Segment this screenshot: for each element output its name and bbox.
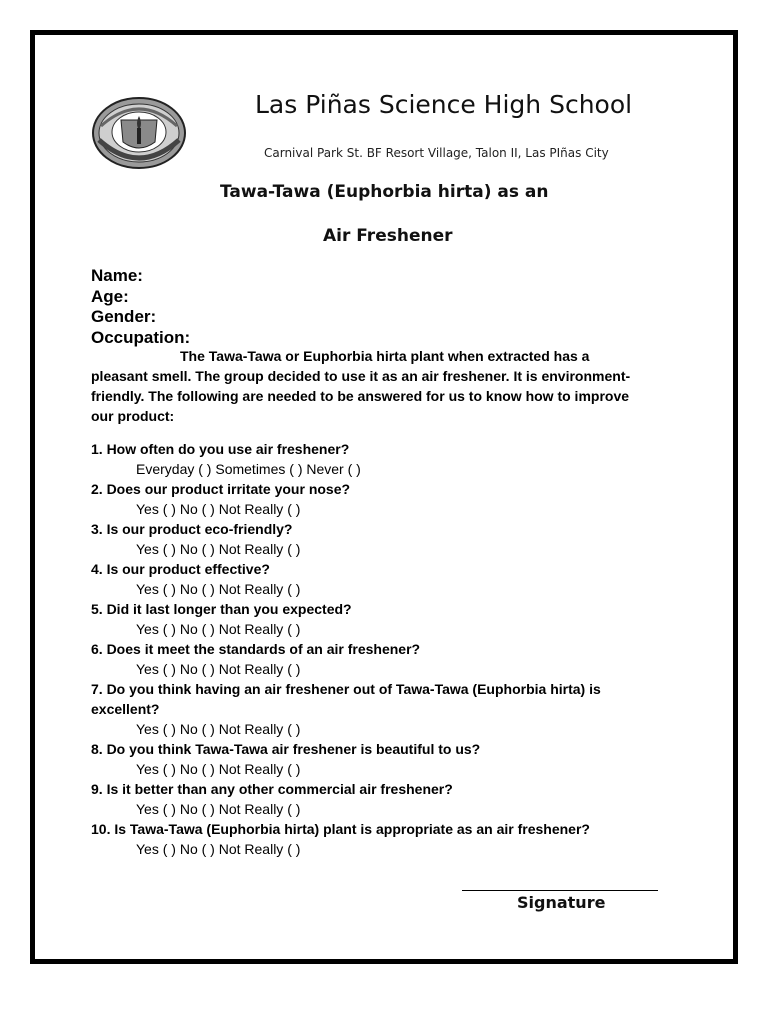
intro-line: The Tawa-Tawa or Euphorbia hirta plant when extracted has a xyxy=(180,348,590,364)
question-text: 6. Does it meet the standards of an air freshener? xyxy=(91,641,421,657)
question-text: 10. Is Tawa-Tawa (Euphorbia hirta) plant is appropriate as an air freshener? xyxy=(91,821,590,837)
document-title-line-2: Air Freshener xyxy=(323,226,453,246)
answer-options: Everyday ( ) Sometimes ( ) Never ( ) xyxy=(136,461,361,477)
question-item xyxy=(91,639,691,679)
question-text: 7. Do you think having an air freshener out of Tawa-Tawa (Euphorbia hirta) is xyxy=(91,681,601,697)
answer-options: Yes ( ) No ( ) Not Really ( ) xyxy=(136,581,301,597)
answer-options: Yes ( ) No ( ) Not Really ( ) xyxy=(136,761,301,777)
occupation-field-label: Occupation: xyxy=(91,327,191,347)
school-address: Carnival Park St. BF Resort Village, Talon II, Las PIñas City xyxy=(264,146,609,160)
question-item xyxy=(91,819,691,859)
answer-options: Yes ( ) No ( ) Not Really ( ) xyxy=(136,721,301,737)
respondent-info xyxy=(91,266,190,348)
document-title-line-1: Tawa-Tawa (Euphorbia hirta) as an xyxy=(220,182,549,202)
intro-paragraph xyxy=(91,346,691,426)
question-text: 9. Is it better than any other commercial air freshener? xyxy=(91,781,453,797)
answer-options: Yes ( ) No ( ) Not Really ( ) xyxy=(136,841,301,857)
question-text: 5. Did it last longer than you expected? xyxy=(91,601,352,617)
question-text-continued: excellent? xyxy=(91,701,160,717)
answer-options: Yes ( ) No ( ) Not Really ( ) xyxy=(136,661,301,677)
answer-options: Yes ( ) No ( ) Not Really ( ) xyxy=(136,501,301,517)
answer-options: Yes ( ) No ( ) Not Really ( ) xyxy=(136,621,301,637)
answer-options: Yes ( ) No ( ) Not Really ( ) xyxy=(136,801,301,817)
question-item xyxy=(91,739,691,779)
question-text: 3. Is our product eco-friendly? xyxy=(91,521,293,537)
question-text: 4. Is our product effective? xyxy=(91,561,270,577)
signature-line xyxy=(462,890,658,891)
question-item xyxy=(91,479,691,519)
question-item xyxy=(91,439,691,479)
intro-line: friendly. The following are needed to be answered for us to know how to improve xyxy=(91,388,630,404)
question-item xyxy=(91,679,691,739)
gender-field-label: Gender: xyxy=(91,307,157,326)
signature-label: Signature xyxy=(517,893,606,912)
intro-line: our product: xyxy=(91,408,175,424)
questionnaire xyxy=(91,439,691,859)
question-text: 1. How often do you use air freshener? xyxy=(91,441,350,457)
school-seal-icon xyxy=(91,96,187,170)
question-item xyxy=(91,519,691,559)
question-item xyxy=(91,779,691,819)
answer-options: Yes ( ) No ( ) Not Really ( ) xyxy=(136,541,301,557)
intro-line: pleasant smell. The group decided to use it as an air freshener. It is environment- xyxy=(91,368,631,384)
school-name: Las Piñas Science High School xyxy=(255,90,633,119)
question-text: 8. Do you think Tawa-Tawa air freshener is beautiful to us? xyxy=(91,741,481,757)
name-field-label: Name: xyxy=(91,266,143,285)
question-item xyxy=(91,599,691,639)
age-field-label: Age: xyxy=(91,286,129,306)
question-item xyxy=(91,559,691,599)
question-text: 2. Does our product irritate your nose? xyxy=(91,481,351,497)
